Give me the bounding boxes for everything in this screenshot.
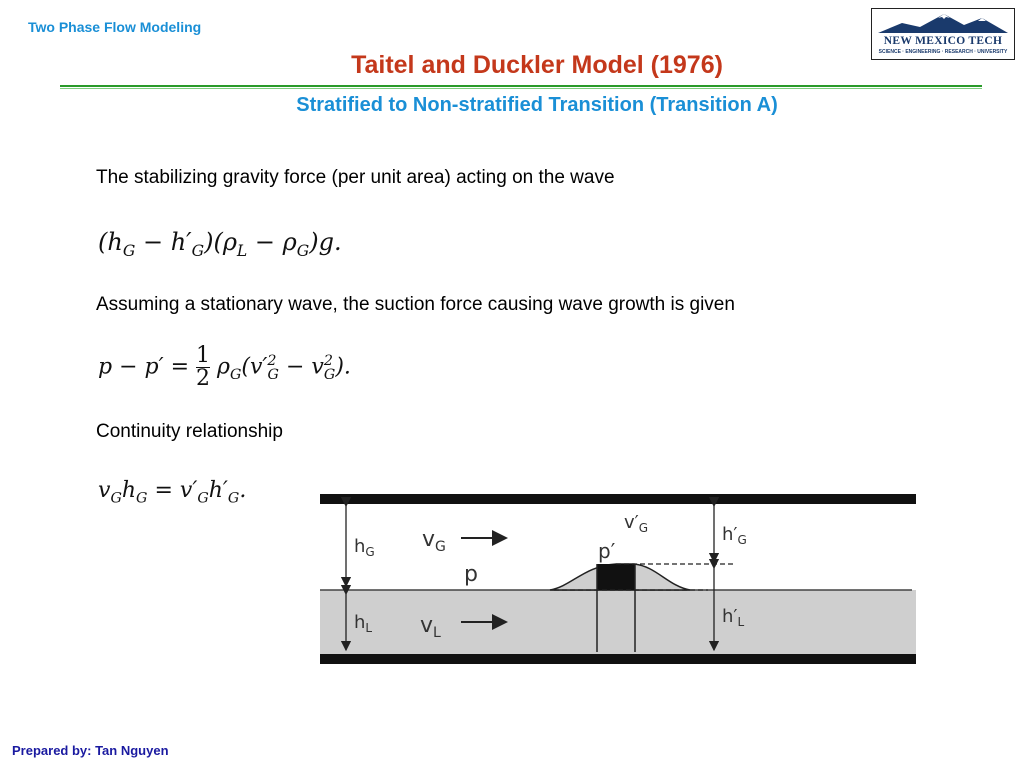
suction-force-equation: p − p′ = $\frac{1}{2}$ $\rho_G(v'^2_G - v^2_G)$.: [98, 343, 351, 391]
label-hG: $h_G$: [354, 536, 375, 559]
title-divider: [60, 85, 982, 89]
course-title: Two Phase Flow Modeling: [28, 19, 202, 35]
label-vG-prime: $v'_G$: [624, 512, 649, 535]
continuity-text: Continuity relationship: [96, 421, 283, 442]
label-vG: $v_G$: [422, 527, 446, 555]
logo-name: NEW MEXICO TECH: [883, 35, 1003, 47]
slide-subtitle: Stratified to Non-stratified Transition (Transition A): [296, 94, 778, 116]
suction-force-text: Assuming a stationary wave, the suction force causing wave growth is given: [96, 294, 735, 315]
continuity-equation: $v_Gh_G = v'_Gh'_G$.: [98, 478, 247, 507]
label-p: p: [464, 562, 478, 587]
label-hL: $h_L$: [354, 612, 373, 635]
gravity-force-equation: $(h_G - h'_G)(\rho_L - \rho_G)g$.: [98, 228, 342, 260]
stratified-wave-diagram: [316, 486, 916, 666]
liquid-layer: [320, 590, 916, 654]
gravity-force-text: The stabilizing gravity force (per unit area) acting on the wave: [96, 167, 615, 188]
label-vL: $v_L$: [420, 613, 441, 641]
label-p-prime: p′: [598, 539, 616, 563]
label-hL-prime: $h'_L$: [722, 606, 745, 629]
bottom-pipe-wall: [320, 654, 916, 664]
label-hG-prime: $h'_G$: [722, 524, 747, 547]
slide-title: Taitel and Duckler Model (1976): [351, 51, 723, 79]
mountain-logo-icon: [872, 9, 1014, 35]
logo-tagline: SCIENCE · ENGINEERING · RESEARCH · UNIVERSITY: [878, 49, 1008, 55]
top-pipe-wall: [320, 494, 916, 504]
footer-author: Prepared by: Tan Nguyen: [12, 743, 169, 758]
wave-control-volume: [597, 564, 635, 590]
